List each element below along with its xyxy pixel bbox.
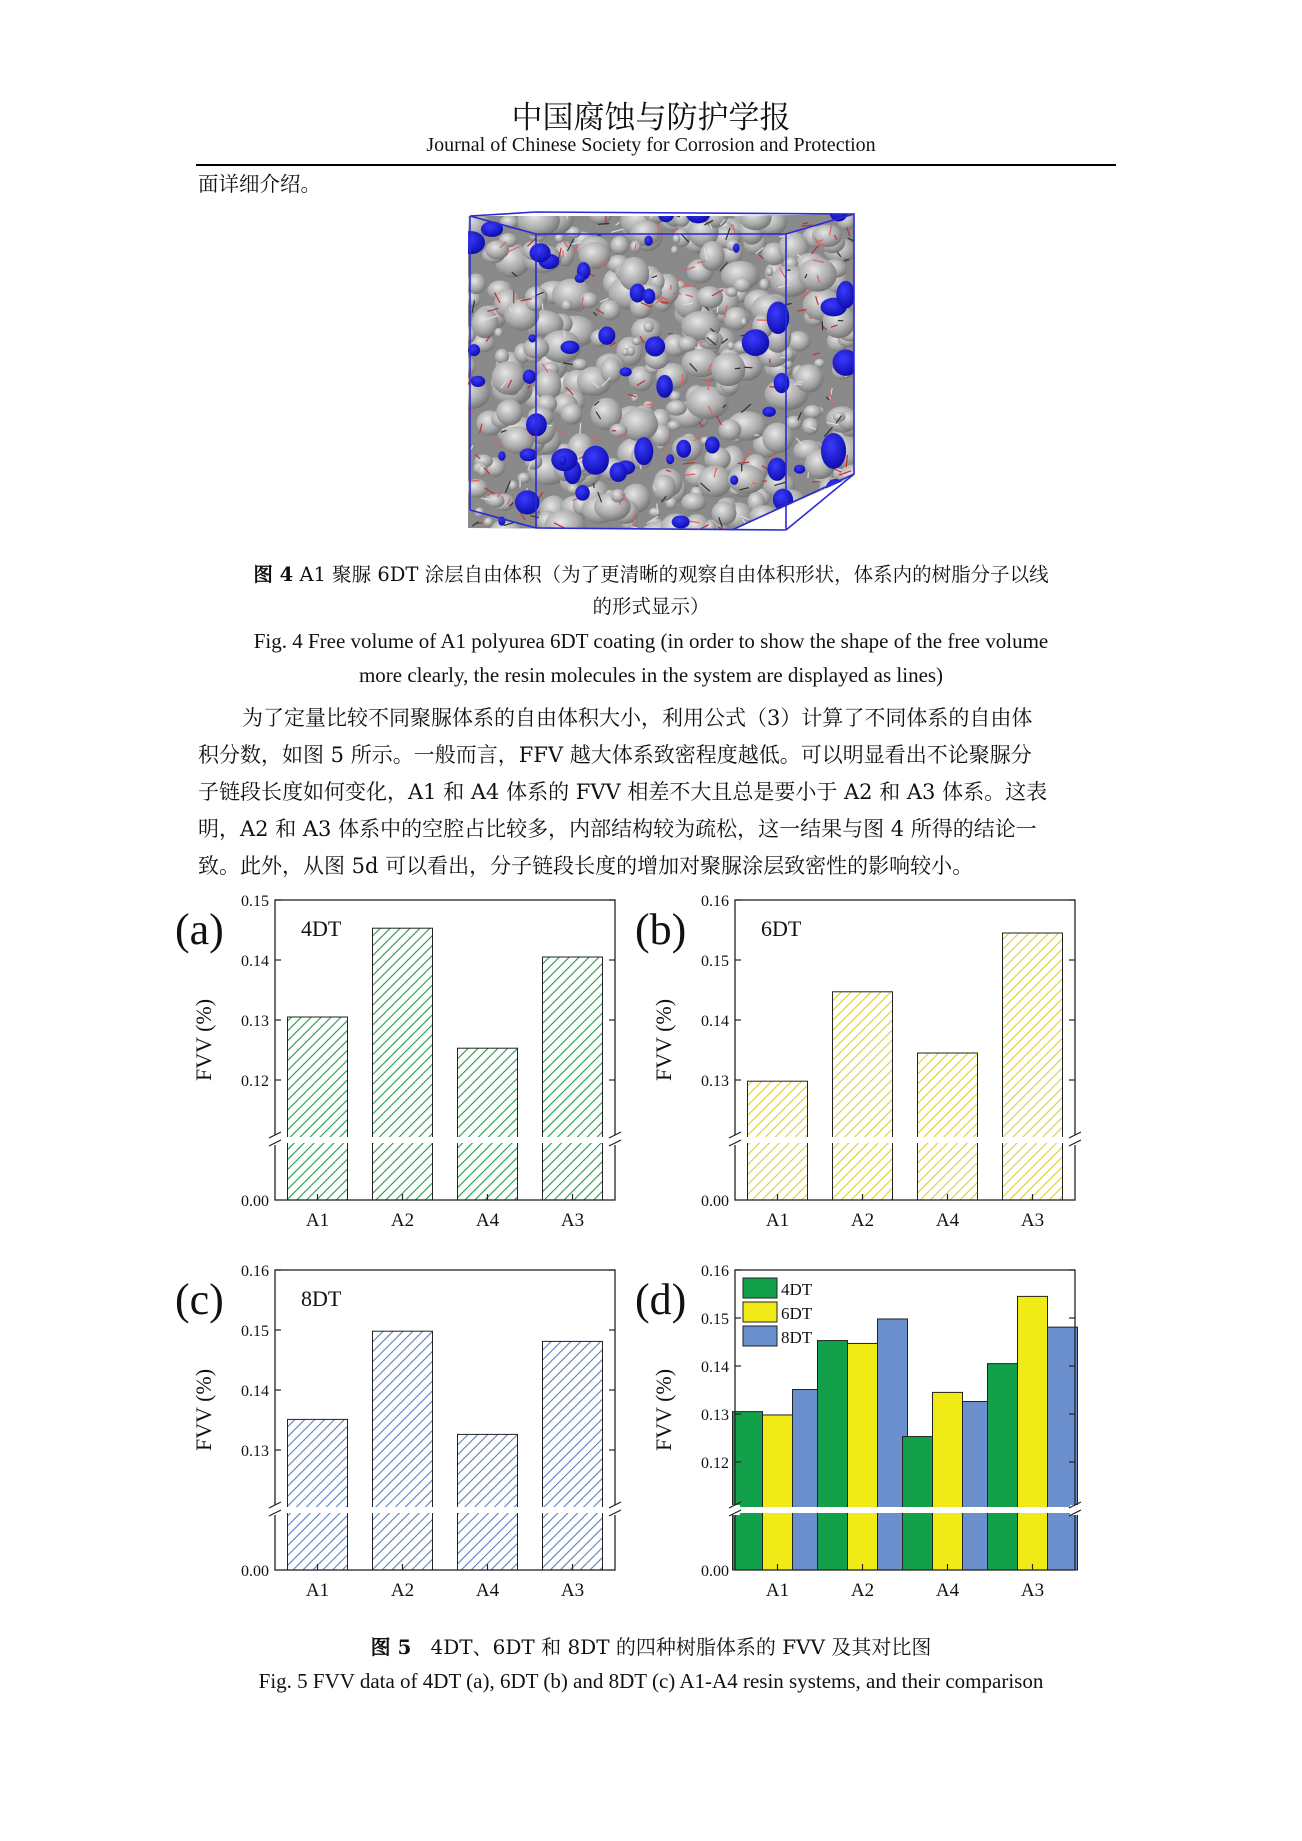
y-tick-label: 0.14 xyxy=(241,953,269,970)
bar-A1 xyxy=(288,1017,348,1200)
paragraph-line: 子链段长度如何变化，A1 和 A4 体系的 FVV 相差不大且总是要小于 A2 和 A3 体系。这表 xyxy=(198,780,1048,804)
figure-4-caption-cn xyxy=(160,558,1142,592)
x-tick-label: A1 xyxy=(765,1580,790,1601)
chart-panel-3 xyxy=(635,1263,1081,1601)
y-axis-label: FVV (%) xyxy=(651,1368,676,1452)
legend-swatch-6DT xyxy=(743,1302,777,1322)
y-tick-label: 0.15 xyxy=(701,953,729,970)
y-tick-label: 0.00 xyxy=(701,1193,729,1210)
axis-break-band xyxy=(274,1137,616,1143)
paragraph-line: 致。此外，从图 5d 可以看出，分子链段长度的增加对聚脲涂层致密性的影响较小。 xyxy=(198,854,974,878)
axis-break-band xyxy=(734,1507,1076,1513)
x-tick-label: A1 xyxy=(305,1580,330,1601)
x-tick-label: A1 xyxy=(765,1210,790,1231)
bar-A2 xyxy=(373,1331,433,1570)
y-tick-label: 0.16 xyxy=(701,1263,729,1280)
x-tick-label: A2 xyxy=(390,1580,415,1601)
bar-6DT-A3 xyxy=(1018,1296,1048,1570)
panel-label: (d) xyxy=(635,1275,687,1324)
y-tick-label: 0.12 xyxy=(701,1455,729,1472)
x-tick-label: A4 xyxy=(935,1580,960,1601)
journal-title-en: Journal of Chinese Society for Corrosion and Protection xyxy=(426,134,876,156)
bar-6DT-A1 xyxy=(763,1415,793,1570)
y-tick-label: 0.00 xyxy=(241,1193,269,1210)
figure-4-label: 图 4 xyxy=(253,563,294,586)
figure-4-caption-en-line2: more clearly, the resin molecules in the system are displayed as lines) xyxy=(358,663,944,687)
chart-panel-0 xyxy=(175,893,621,1231)
paragraph-line: 为了定量比较不同聚脲体系的自由体积大小，利用公式（3）计算了不同体系的自由体 xyxy=(242,706,1033,730)
x-tick-label: A3 xyxy=(560,1210,585,1231)
paragraph-line: 明，A2 和 A3 体系中的空腔占比较多，内部结构较为疏松，这一结果与图 4 所得的结论一 xyxy=(198,817,1037,841)
axis-break-band xyxy=(274,1507,616,1513)
y-tick-label: 0.12 xyxy=(241,1073,269,1090)
figure-5-charts xyxy=(175,893,1120,1620)
x-tick-label: A2 xyxy=(390,1210,415,1231)
bar-A3 xyxy=(1003,933,1063,1200)
x-tick-label: A3 xyxy=(560,1580,585,1601)
figure-5 xyxy=(175,893,1120,1624)
x-tick-label: A1 xyxy=(305,1210,330,1231)
figure-4-image xyxy=(466,210,856,554)
x-tick-label: A4 xyxy=(475,1580,500,1601)
series-label: 4DT xyxy=(301,916,342,941)
bar-4DT-A2 xyxy=(818,1341,848,1570)
bar-A3 xyxy=(543,957,603,1200)
legend-label: 8DT xyxy=(781,1328,813,1347)
y-tick-label: 0.15 xyxy=(241,893,269,910)
figure-5-label: 图 5 xyxy=(370,1635,412,1659)
bar-A4 xyxy=(458,1434,518,1570)
bar-4DT-A1 xyxy=(733,1412,763,1570)
y-tick-label: 0.13 xyxy=(701,1407,729,1424)
bar-6DT-A4 xyxy=(933,1392,963,1570)
figure-4-caption-cn-line1: A1 聚脲 6DT 涂层自由体积（为了更清晰的观察自由体积形状，体系内的树脂分子以线 xyxy=(293,563,1049,586)
legend-swatch-4DT xyxy=(743,1278,777,1298)
legend-swatch-8DT xyxy=(743,1326,777,1346)
x-tick-label: A3 xyxy=(1020,1580,1045,1601)
continued-text: 面详细介绍。 xyxy=(198,172,321,196)
y-axis-label: FVV (%) xyxy=(191,998,216,1082)
bar-4DT-A3 xyxy=(988,1364,1018,1570)
y-tick-label: 0.14 xyxy=(701,1359,729,1376)
header-rule xyxy=(196,164,1116,166)
y-tick-label: 0.00 xyxy=(701,1563,729,1580)
figure-4-caption-en-line1: Fig. 4 Free volume of A1 polyurea 6DT coating (in order to show the shape of the free volume xyxy=(253,629,1049,653)
figure-5-caption-en: Fig. 5 FVV data of 4DT (a), 6DT (b) and 8DT (c) A1-A4 resin systems, and their comparison xyxy=(258,1669,1044,1693)
bar-A4 xyxy=(918,1053,978,1200)
axis-break-band xyxy=(734,1137,1076,1143)
y-axis-label: FVV (%) xyxy=(191,1368,216,1452)
y-tick-label: 0.13 xyxy=(241,1443,269,1460)
x-tick-label: A3 xyxy=(1020,1210,1045,1231)
panel-label: (a) xyxy=(175,905,224,954)
bar-A3 xyxy=(543,1341,603,1570)
x-tick-label: A4 xyxy=(935,1210,960,1231)
panel-label: (b) xyxy=(635,905,687,954)
y-tick-label: 0.14 xyxy=(701,1013,729,1030)
journal-title-cn: 中国腐蚀与防护学报 xyxy=(511,100,791,136)
y-tick-label: 0.15 xyxy=(701,1311,729,1328)
y-tick-label: 0.14 xyxy=(241,1383,269,1400)
y-tick-label: 0.13 xyxy=(241,1013,269,1030)
bar-A2 xyxy=(373,928,433,1200)
y-tick-label: 0.16 xyxy=(241,1263,269,1280)
figure-5-caption-cn-text: 4DT、6DT 和 8DT 的四种树脂体系的 FVV 及其对比图 xyxy=(430,1635,932,1659)
bar-A2 xyxy=(833,992,893,1200)
bar-A4 xyxy=(458,1048,518,1200)
y-axis-label: FVV (%) xyxy=(651,998,676,1082)
chart-panel-1 xyxy=(635,893,1081,1231)
figure-5-caption-cn xyxy=(160,1630,1142,1664)
x-tick-label: A2 xyxy=(850,1210,875,1231)
bar-4DT-A4 xyxy=(903,1437,933,1570)
bar-6DT-A2 xyxy=(848,1343,878,1570)
series-label: 6DT xyxy=(761,916,802,941)
chart-panel-2 xyxy=(175,1263,621,1601)
y-tick-label: 0.16 xyxy=(701,893,729,910)
series-label: 8DT xyxy=(301,1286,342,1311)
y-tick-label: 0.15 xyxy=(241,1323,269,1340)
figure-4-caption-cn-line2: 的形式显示） xyxy=(592,595,710,618)
bar-8DT-A3 xyxy=(1048,1327,1078,1570)
legend-label: 6DT xyxy=(781,1304,813,1323)
bar-A1 xyxy=(288,1419,348,1570)
legend-label: 4DT xyxy=(781,1280,813,1299)
x-tick-label: A2 xyxy=(850,1580,875,1601)
paragraph-line: 积分数，如图 5 所示。一般而言，FFV 越大体系致密程度越低。可以明显看出不论聚脲分 xyxy=(198,743,1032,767)
x-tick-label: A4 xyxy=(475,1210,500,1231)
panel-label: (c) xyxy=(175,1275,224,1324)
body-paragraph xyxy=(198,700,1118,885)
y-tick-label: 0.13 xyxy=(701,1073,729,1090)
y-tick-label: 0.00 xyxy=(241,1563,269,1580)
